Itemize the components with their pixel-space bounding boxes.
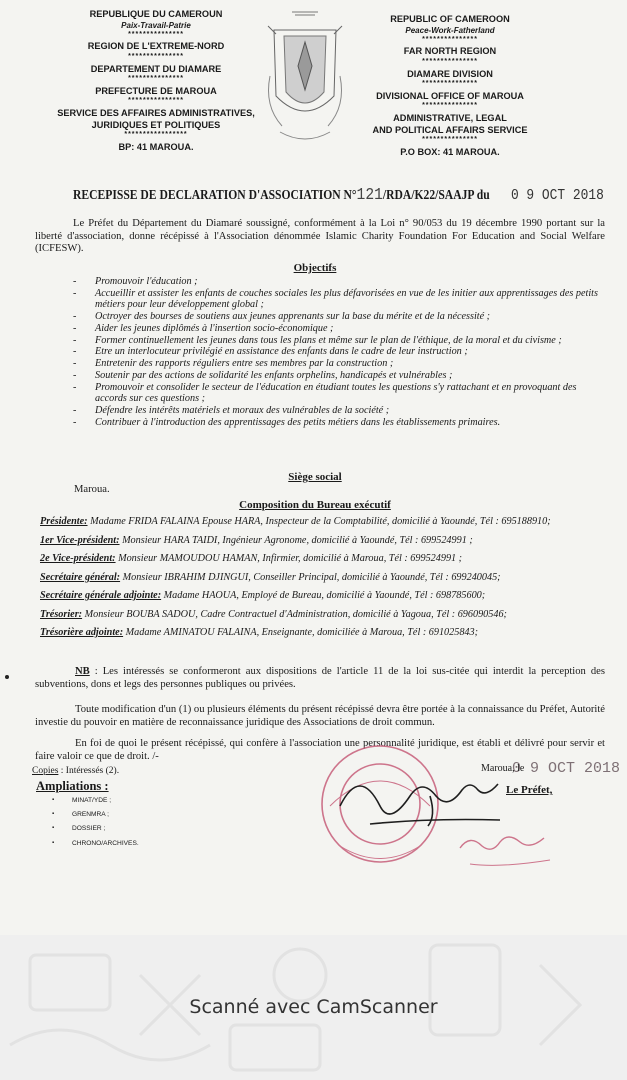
list-item: - Soutenir par des actions de solidarité les enfants orphelins, handicapés et vulnérables ; bbox=[73, 370, 603, 381]
list-item: - Aider les jeunes diplômés à l'insertion socio-économique ; bbox=[73, 323, 603, 334]
list-item: ▪ CHRONO/ARCHIVES. bbox=[52, 840, 139, 847]
role-label: 2e Vice-président: bbox=[40, 553, 116, 564]
title-date: 0 9 OCT 2018 bbox=[510, 187, 604, 204]
header-right-division: DIAMARE DIVISION bbox=[407, 68, 493, 79]
header-right-region: FAR NORTH REGION bbox=[403, 46, 497, 57]
signature-place: Maroua, le bbox=[481, 763, 525, 774]
separator: *************** bbox=[128, 30, 184, 38]
scan-speck bbox=[5, 675, 9, 679]
official-stamp-and-signature bbox=[310, 736, 580, 886]
member-details: Monsieur IBRAHIM DJINGUI, Conseiller Principal, domicilié à Yaoundé, Tél : 699240045; bbox=[120, 571, 501, 583]
title-prefix: RECEPISSE DE DECLARATION D'ASSOCIATION N° bbox=[73, 187, 357, 202]
bureau-heading: Composition du Bureau exécutif bbox=[239, 499, 391, 511]
separator: *************** bbox=[422, 35, 478, 43]
nb-text: : Les intéressés se conformeront aux dispositions de l'article 11 de la loi sus-citée qui interdit la perception des subventions, dons et legs des personnes publiques ou privées. bbox=[35, 666, 605, 690]
intro-paragraph: Le Préfet du Département du Diamaré soussigné, conformément à la Loi n° 90/053 du 19 décembre 1990 portant sur la liberté d'association, donne récépissé à l'Association dénommée Islamic Charity Foundation For Education and Social Welfare (ICFESW). bbox=[35, 218, 605, 254]
foi-paragraph: En foi de quoi le présent récépissé, qui confère à l'association une personnalité juridique, est établi et délivré pour servir et faire valoir ce que de droit. /- bbox=[35, 738, 605, 762]
header-left-country: REPUBLIQUE DU CAMEROUN bbox=[89, 9, 223, 19]
bureau-member-tresorier bbox=[40, 609, 605, 621]
list-item: - Octroyer des bourses de soutiens aux jeunes apprenants sur la base du mérite et de la nécessité ; bbox=[73, 311, 603, 322]
separator: ***************** bbox=[124, 131, 188, 138]
bureau-member-tresoriere-adjointe bbox=[40, 627, 605, 639]
list-item: - Entretenir des rapports réguliers entre ses membres par la construction ; bbox=[73, 358, 603, 369]
member-details: Madame HAOUA, Employé de Bureau, domicilié à Yaoundé, Tél : 698785600; bbox=[161, 590, 486, 601]
copies-value: : Intéressés (2). bbox=[58, 766, 120, 776]
header-left-department: DEPARTEMENT DU DIAMARE bbox=[90, 63, 222, 74]
separator: *************** bbox=[128, 52, 184, 60]
coat-of-arms-emblem bbox=[262, 6, 348, 152]
member-details: Madame AMINATOU FALAINA, Enseignante, domiciliée à Maroua, Tél : 691025843; bbox=[123, 627, 479, 638]
objectifs-heading: Objectifs bbox=[293, 262, 337, 274]
list-item: - Etre un interlocuteur privilégié en assistance des enfants dans le cadre de leur instruction ; bbox=[73, 346, 603, 357]
header-left bbox=[56, 9, 256, 153]
member-details: Monsieur HARA TAIDI, Ingénieur Agronome, domicilié à Yaoundé, Tél : 699524991 ; bbox=[119, 534, 473, 546]
copies-label: Copies bbox=[32, 766, 59, 776]
camscanner-caption: Scanné avec CamScanner bbox=[189, 996, 438, 1018]
header-left-service-1: SERVICE DES AFFAIRES ADMINISTRATIVES, bbox=[57, 108, 255, 118]
member-details: Monsieur BOUBA SADOU, Cadre Contractuel d'Administration, domicilié à Yagoua, Tél : 696090546; bbox=[82, 608, 507, 620]
separator: *************** bbox=[422, 80, 478, 87]
separator: *************** bbox=[422, 136, 478, 143]
separator: *************** bbox=[128, 97, 184, 105]
list-item: ▪ DOSSIER ; bbox=[52, 825, 139, 832]
bureau-member-presidente bbox=[40, 516, 605, 528]
role-label: Présidente: bbox=[40, 516, 88, 527]
header-right bbox=[360, 14, 540, 158]
header-left-motto: Paix-Travail-Patrie bbox=[121, 20, 191, 30]
list-item: - Promouvoir et consolider le secteur de l'éducation en étudiant toutes les questions s'y rattachant et en provoquant des accords sur ces questions ; bbox=[73, 382, 603, 405]
nb-paragraph bbox=[35, 666, 605, 691]
role-label: Secrétaire générale adjointe: bbox=[40, 590, 162, 601]
separator: *************** bbox=[422, 102, 478, 110]
nb-label: NB bbox=[75, 666, 90, 677]
siege-heading: Siège social bbox=[288, 471, 342, 483]
objectifs-list bbox=[73, 276, 603, 429]
role-label: Secrétaire général: bbox=[40, 571, 121, 583]
copies-line bbox=[32, 766, 119, 776]
member-details: Madame FRIDA FALAINA Epouse HARA, Inspecteur de la Comptabilité, domicilié à Yaoundé, Tél : 695188910; bbox=[87, 516, 551, 527]
stamp-date: 0 9 OCT 2018 bbox=[512, 760, 621, 777]
header-left-bp: BP: 41 MAROUA. bbox=[118, 141, 194, 152]
header-left-region: REGION DE L'EXTREME-NORD bbox=[87, 41, 225, 52]
header-right-service-1: ADMINISTRATIVE, LEGAL bbox=[393, 113, 507, 123]
signature-role: Le Préfet, bbox=[506, 784, 553, 796]
role-label: 1er Vice-président: bbox=[40, 534, 120, 546]
bureau-member-sga bbox=[40, 590, 605, 602]
bureau-member-vp1 bbox=[40, 535, 605, 547]
role-label: Trésorier: bbox=[40, 608, 83, 620]
document-title bbox=[73, 186, 604, 205]
separator: *************** bbox=[422, 57, 478, 65]
header-right-office: DIVISIONAL OFFICE OF MAROUA bbox=[376, 90, 524, 101]
bureau-member-sg bbox=[40, 572, 605, 584]
list-item: ▪ GRENMRA ; bbox=[52, 811, 139, 818]
role-label: Trésorière adjointe: bbox=[40, 627, 124, 638]
header-right-service-2: AND POLITICAL AFFAIRS SERVICE bbox=[372, 124, 528, 135]
header-left-prefecture: PREFECTURE DE MAROUA bbox=[95, 85, 217, 96]
list-item: - Accueillir et assister les enfants de couches sociales les plus défavorisées en vue de les initier aux apprentissages des petits métiers pour leur développement global ; bbox=[73, 288, 603, 311]
modification-paragraph: Toute modification d'un (1) ou plusieurs éléments du présent récépissé devra être portée à la connaissance du Préfet, Autorité investie du pouvoir en matière de reconnaissance juridique des Associations de droit commun. bbox=[35, 704, 605, 728]
list-item: - Former continuellement les jeunes dans tous les plans et même sur le plan de l'éthique, de la moral et du civisme ; bbox=[73, 335, 603, 346]
header-right-po-box: P.O BOX: 41 MAROUA. bbox=[400, 146, 500, 157]
title-number: 121 bbox=[356, 186, 383, 205]
list-item: ▪ MINAT/YDE ; bbox=[52, 797, 139, 804]
siege-value: Maroua. bbox=[74, 484, 110, 495]
title-suffix: /RDA/K22/SAAJP du bbox=[382, 187, 490, 202]
header-left-service-2: JURIDIQUES ET POLITIQUES bbox=[91, 119, 221, 130]
header-right-motto: Peace-Work-Fatherland bbox=[405, 25, 495, 35]
bureau-list bbox=[40, 516, 605, 646]
list-item: - Contribuer à l'introduction des apprentissages des petits métiers dans les établissements primaires. bbox=[73, 417, 603, 428]
list-item: - Promouvoir l'éducation ; bbox=[73, 276, 603, 287]
separator: *************** bbox=[128, 75, 184, 82]
ampliations-heading: Ampliations : bbox=[36, 779, 109, 793]
list-item: - Défendre les intérêts matériels et moraux des vulnérables de la société ; bbox=[73, 405, 603, 416]
bureau-member-vp2 bbox=[40, 553, 605, 565]
member-details: Monsieur MAMOUDOU HAMAN, Infirmier, domicilié à Maroua, Tél : 699524991 ; bbox=[115, 553, 463, 564]
ampliations-list bbox=[52, 797, 139, 854]
header-right-country: REPUBLIC OF CAMEROON bbox=[390, 14, 510, 24]
